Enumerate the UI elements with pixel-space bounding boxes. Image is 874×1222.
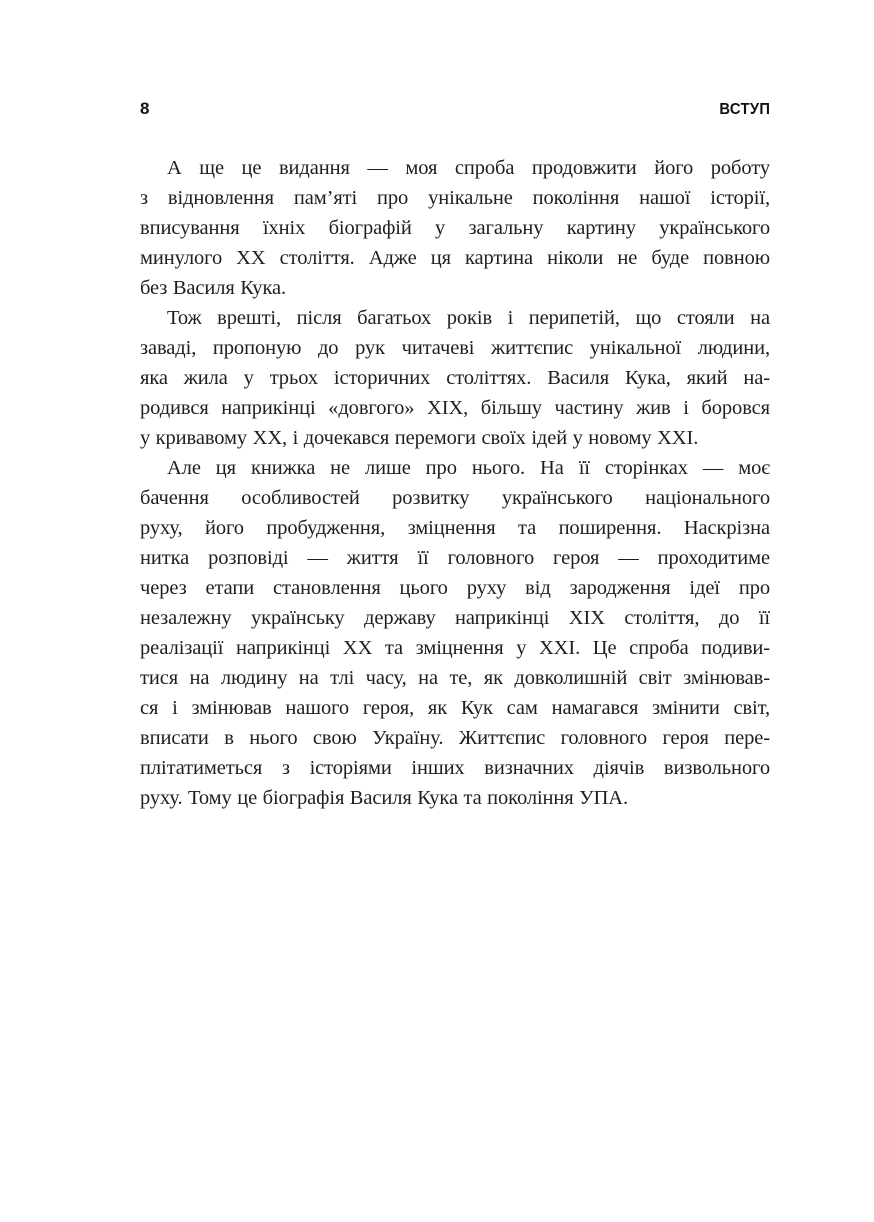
paragraph (140, 153, 770, 303)
page-body (140, 153, 770, 813)
paragraph (140, 453, 770, 813)
text-line: плітатиметься з історіями інших визначних діячів визвольного (140, 757, 770, 779)
text-line: А ще це видання — моя спроба продовжити його роботу (167, 157, 770, 179)
paragraph (140, 303, 770, 453)
page-number: 8 (140, 99, 150, 118)
text-line: яка жила у трьох історичних століттях. Василя Кука, який на- (140, 367, 770, 389)
text-line: реалізації наприкінці XX та зміцнення у XXI. Це спроба подиви- (140, 637, 770, 659)
text-line: Але ця книжка не лише про нього. На її сторінках — моє (167, 457, 770, 479)
text-line: нитка розповіді — життя її головного героя — проходитиме (140, 547, 770, 569)
text-line: заваді, пропоную до рук читачеві життєпис унікальної людини, (140, 337, 770, 359)
text-line: у кривавому XX, і дочекався перемоги своїх ідей у новому XXI. (140, 427, 699, 449)
text-line: без Василя Кука. (140, 277, 287, 299)
text-line: незалежну українську державу наприкінці XIX століття, до її (140, 607, 770, 629)
text-line: через етапи становлення цього руху від зародження ідеї про (140, 577, 770, 599)
text-line: Тож врешті, після багатьох років і перипетій, що стояли на (167, 307, 770, 329)
running-title: ВСТУП (719, 101, 770, 118)
text-line: бачення особливостей розвитку українського національного (140, 487, 770, 509)
text-line: вписування їхніх біографій у загальну картину українського (140, 217, 770, 239)
text-line: з відновлення пам’яті про унікальне покоління нашої історії, (140, 187, 770, 209)
text-line: тися на людину на тлі часу, на те, як довколишній світ змінював- (140, 667, 770, 689)
text-line: минулого XX століття. Адже ця картина ніколи не буде повною (140, 247, 770, 269)
text-line: вписати в нього свою Україну. Життєпис головного героя пере- (140, 727, 770, 749)
text-line: руху, його пробудження, зміцнення та поширення. Наскрізна (140, 517, 770, 539)
page-header (140, 99, 770, 121)
text-line: родився наприкінці «довгого» XIX, більшу частину жив і боровся (140, 397, 770, 419)
text-line: руху. Тому це біографія Василя Кука та покоління УПА. (140, 787, 628, 809)
text-line: ся і змінював нашого героя, як Кук сам намагався змінити світ, (140, 697, 770, 719)
